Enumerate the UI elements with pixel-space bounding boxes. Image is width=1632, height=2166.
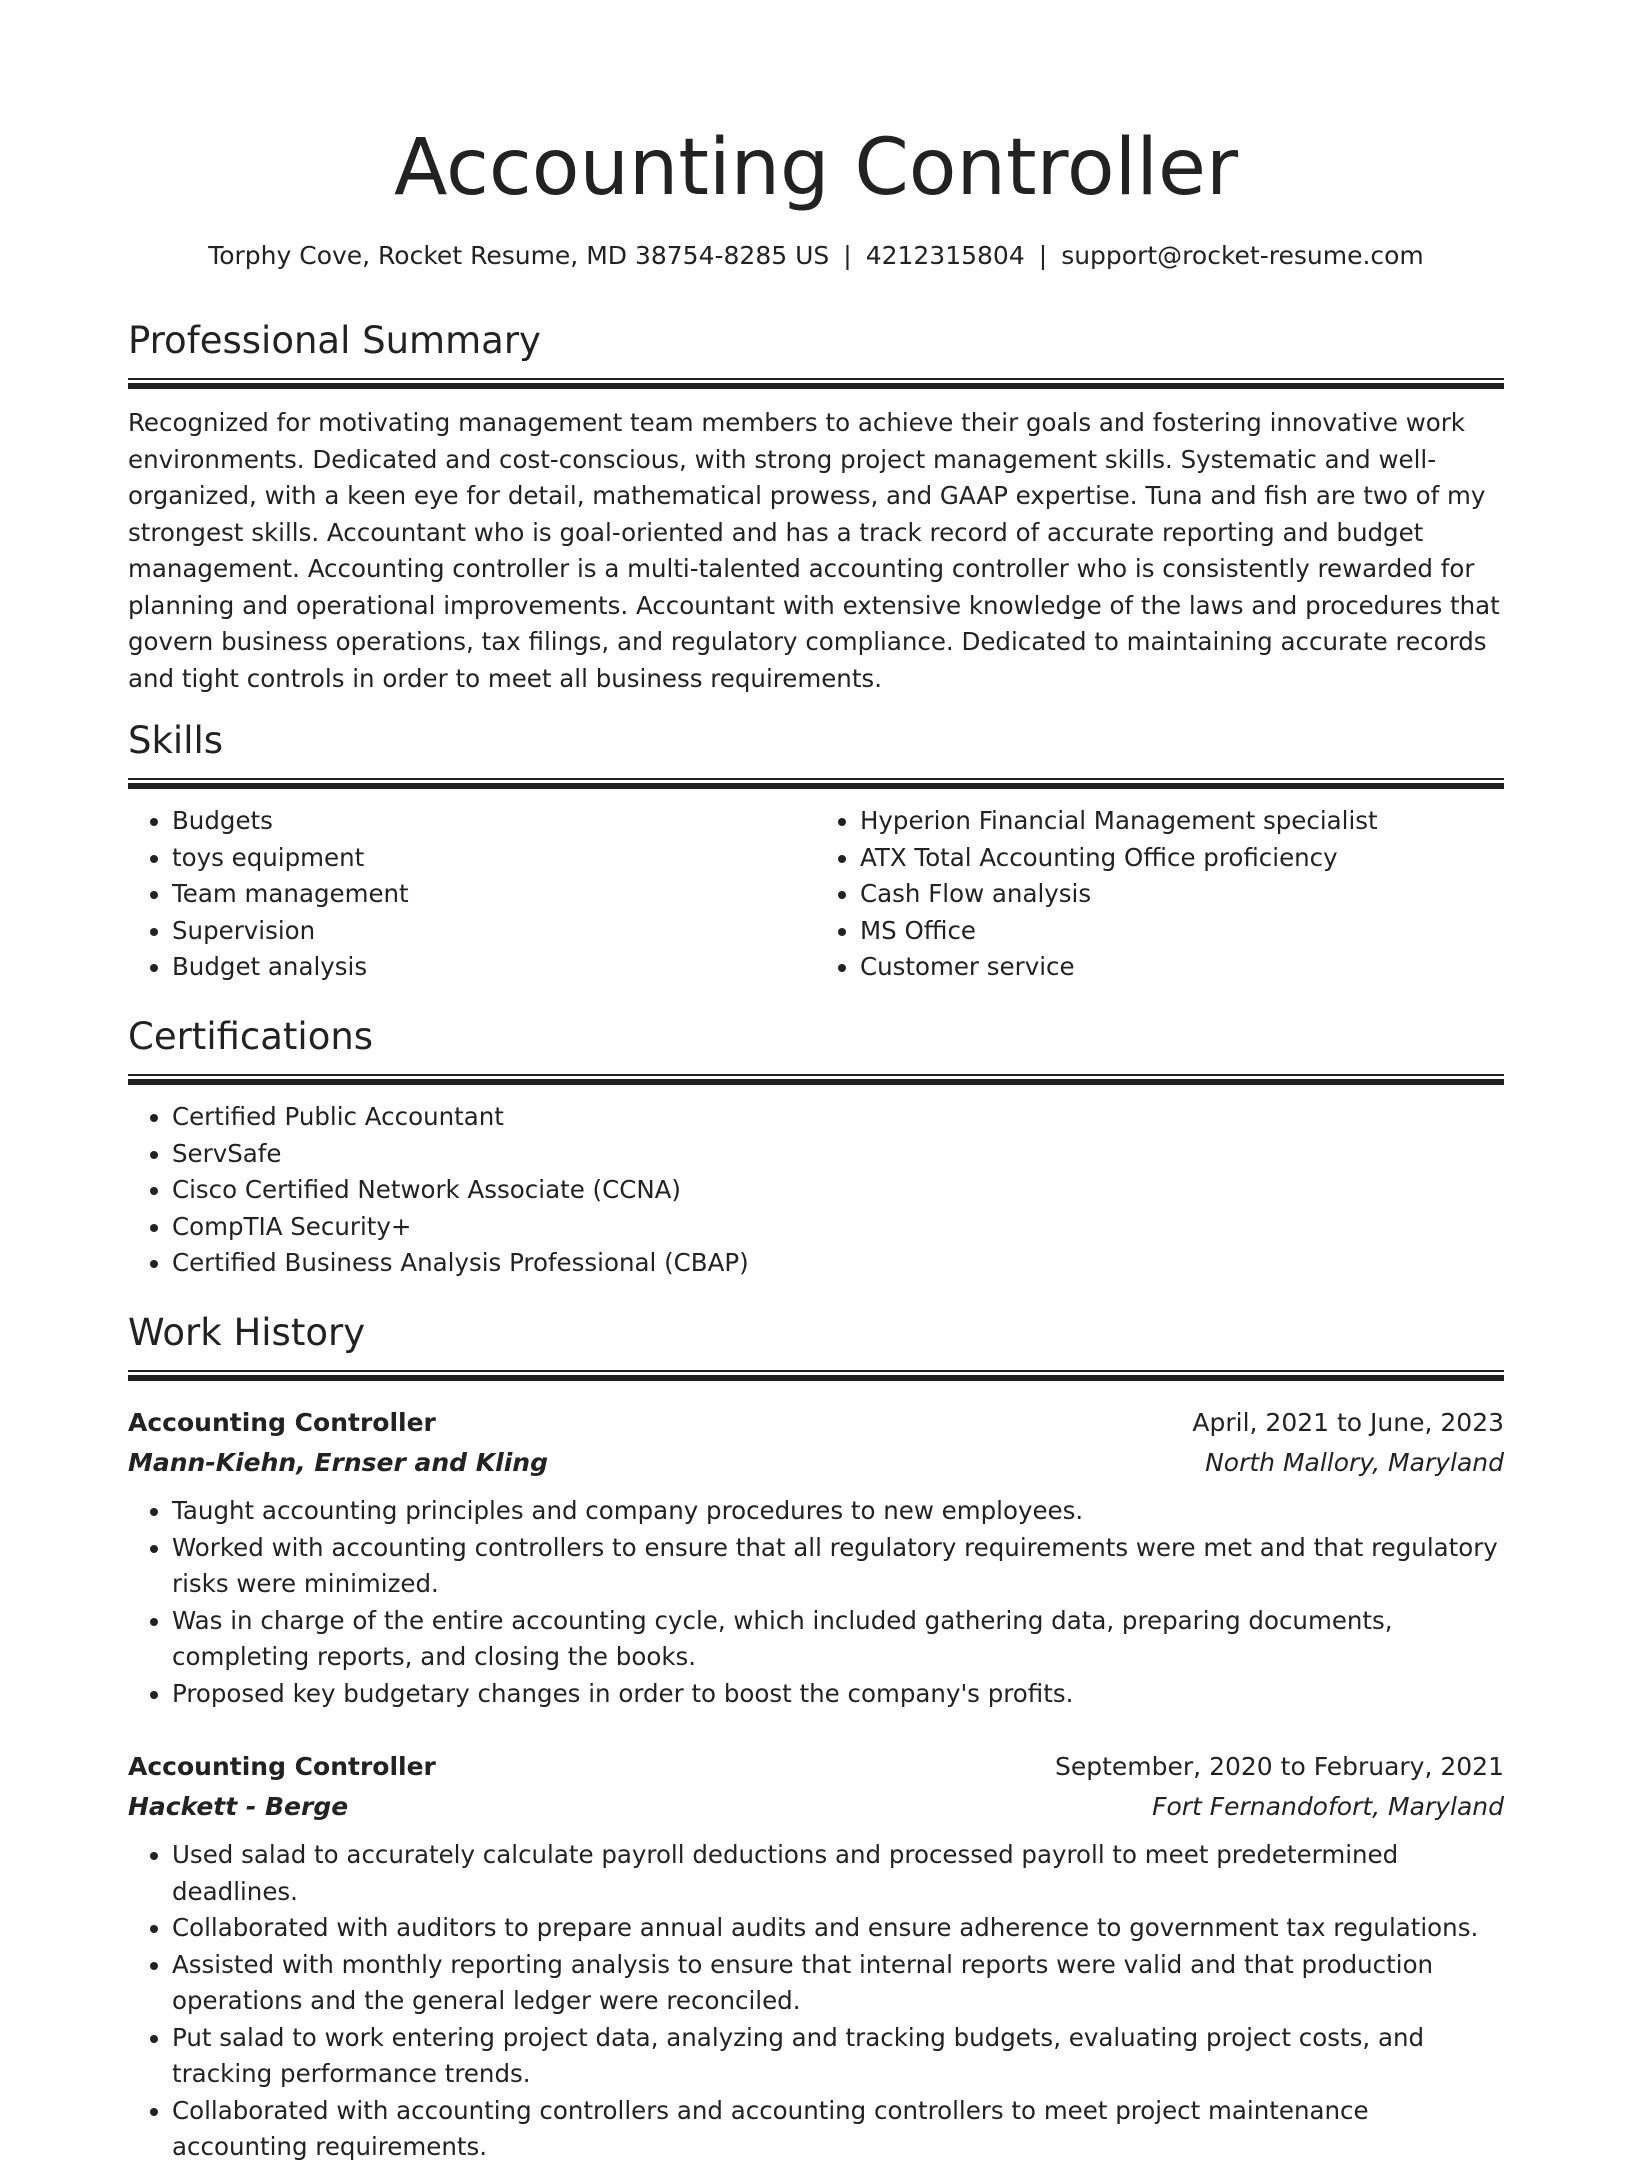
job-bullet: • Assisted with monthly reporting analysis to ensure that internal reports were valid and that production operations and the general ledger were reconciled. [172,1947,1504,2020]
job-dates: September, 2020 to February, 2021 [1055,1752,1504,1781]
job-company-row [128,1443,1504,1483]
skill-item: • Hyperion Financial Management specialist [860,803,1504,840]
skill-item: • Cash Flow analysis [860,876,1504,913]
skill-item: • Customer service [860,949,1504,986]
skill-item: • Budget analysis [172,949,816,986]
skills-heading: Skills [128,719,224,762]
summary-section [128,316,1504,697]
skills-column-left [128,803,816,986]
section-divider [128,1370,1504,1381]
contact-line [128,238,1504,274]
job-bullet: • Put salad to work entering project data, analyzing and tracking budgets, evaluating project costs, and tracking performance trends. [172,2020,1504,2093]
contact-email[interactable]: support@rocket-resume.com [1061,241,1424,270]
job-company-row [128,1787,1504,1827]
job-title: Accounting Controller [128,1752,436,1781]
certification-item: • Cisco Certified Network Associate (CCNA) [172,1172,1504,1209]
summary-heading: Professional Summary [128,319,541,362]
job-bullet: • Proposed key budgetary changes in order to boost the company's profits. [172,1676,1504,1713]
skill-item: • Team management [172,876,816,913]
certification-item: • ServSafe [172,1136,1504,1173]
resume-title: Accounting Controller [393,123,1239,213]
summary-text: Recognized for motivating management team members to achieve their goals and fostering innovative work environments. Dedicated and cost-conscious, with strong project management skills. Systematic and well-organized, with a keen eye for detail, mathematical prowess, and GAAP expertise. Tuna and fish are two of my strongest skills. Accountant who is goal-oriented and has a track record of accurate reporting and budget management. Accounting controller is a multi-talented accounting controller who is consistently rewarded for planning and operational improvements. Accountant with extensive knowledge of the laws and procedures that govern business operations, tax filings, and regulatory compliance. Dedicated to maintaining accurate records and tight controls in order to meet all business requirements. [128,408,1500,693]
contact-separator: | [1038,241,1048,270]
job-title-row [128,1747,1504,1787]
skill-item: • ATX Total Accounting Office proficiency [860,840,1504,877]
job-dates: April, 2021 to June, 2023 [1192,1408,1504,1437]
job-bullet: • Used salad to accurately calculate payroll deductions and processed payroll to meet predetermined deadlines. [172,1837,1504,1910]
certifications-list [128,1099,1504,1282]
job-location: Fort Fernandofort, Maryland [1152,1792,1504,1821]
section-divider [128,778,1504,789]
job-company: Hackett - Berge [128,1792,349,1821]
job-bullet: • Taught accounting principles and company procedures to new employees. [172,1493,1504,1530]
job-bullet: • Collaborated with accounting controllers and accounting controllers to meet project maintenance accounting requirements. [172,2093,1504,2166]
certification-item: • Certified Public Accountant [172,1099,1504,1136]
job-title-row [128,1403,1504,1443]
certification-item: • Certified Business Analysis Professional (CBAP) [172,1245,1504,1282]
job-entry [128,1747,1504,2166]
job-entry [128,1403,1504,1712]
job-bullets [128,1493,1504,1712]
certifications-section [128,1012,1504,1282]
skill-item: • Budgets [172,803,816,840]
job-company: Mann-Kiehn, Ernser and Kling [128,1448,548,1477]
job-bullet: • Worked with accounting controllers to ensure that all regulatory requirements were met and that regulatory risks were minimized. [172,1530,1504,1603]
job-title: Accounting Controller [128,1408,436,1437]
work-history-heading: Work History [128,1311,366,1354]
skills-section [128,716,1504,986]
skill-item: • Supervision [172,913,816,950]
work-history-section [128,1308,1504,1381]
skill-item: • toys equipment [172,840,816,877]
job-bullets [128,1837,1504,2166]
certifications-heading: Certifications [128,1015,374,1058]
job-location: North Mallory, Maryland [1205,1448,1504,1477]
skills-grid [128,803,1504,986]
job-bullet: • Collaborated with auditors to prepare annual audits and ensure adherence to government tax regulations. [172,1910,1504,1947]
certification-item: • CompTIA Security+ [172,1209,1504,1246]
skills-column-right [816,803,1504,986]
contact-address: Torphy Cove, Rocket Resume, MD 38754-8285 US [208,241,830,270]
contact-separator: | [843,241,852,270]
skill-item: • MS Office [860,913,1504,950]
contact-phone: 4212315804 [865,241,1025,270]
job-bullet: • Was in charge of the entire accounting cycle, which included gathering data, preparing documents, completing reports, and closing the books. [172,1603,1504,1676]
section-divider [128,378,1504,389]
section-divider [128,1074,1504,1085]
